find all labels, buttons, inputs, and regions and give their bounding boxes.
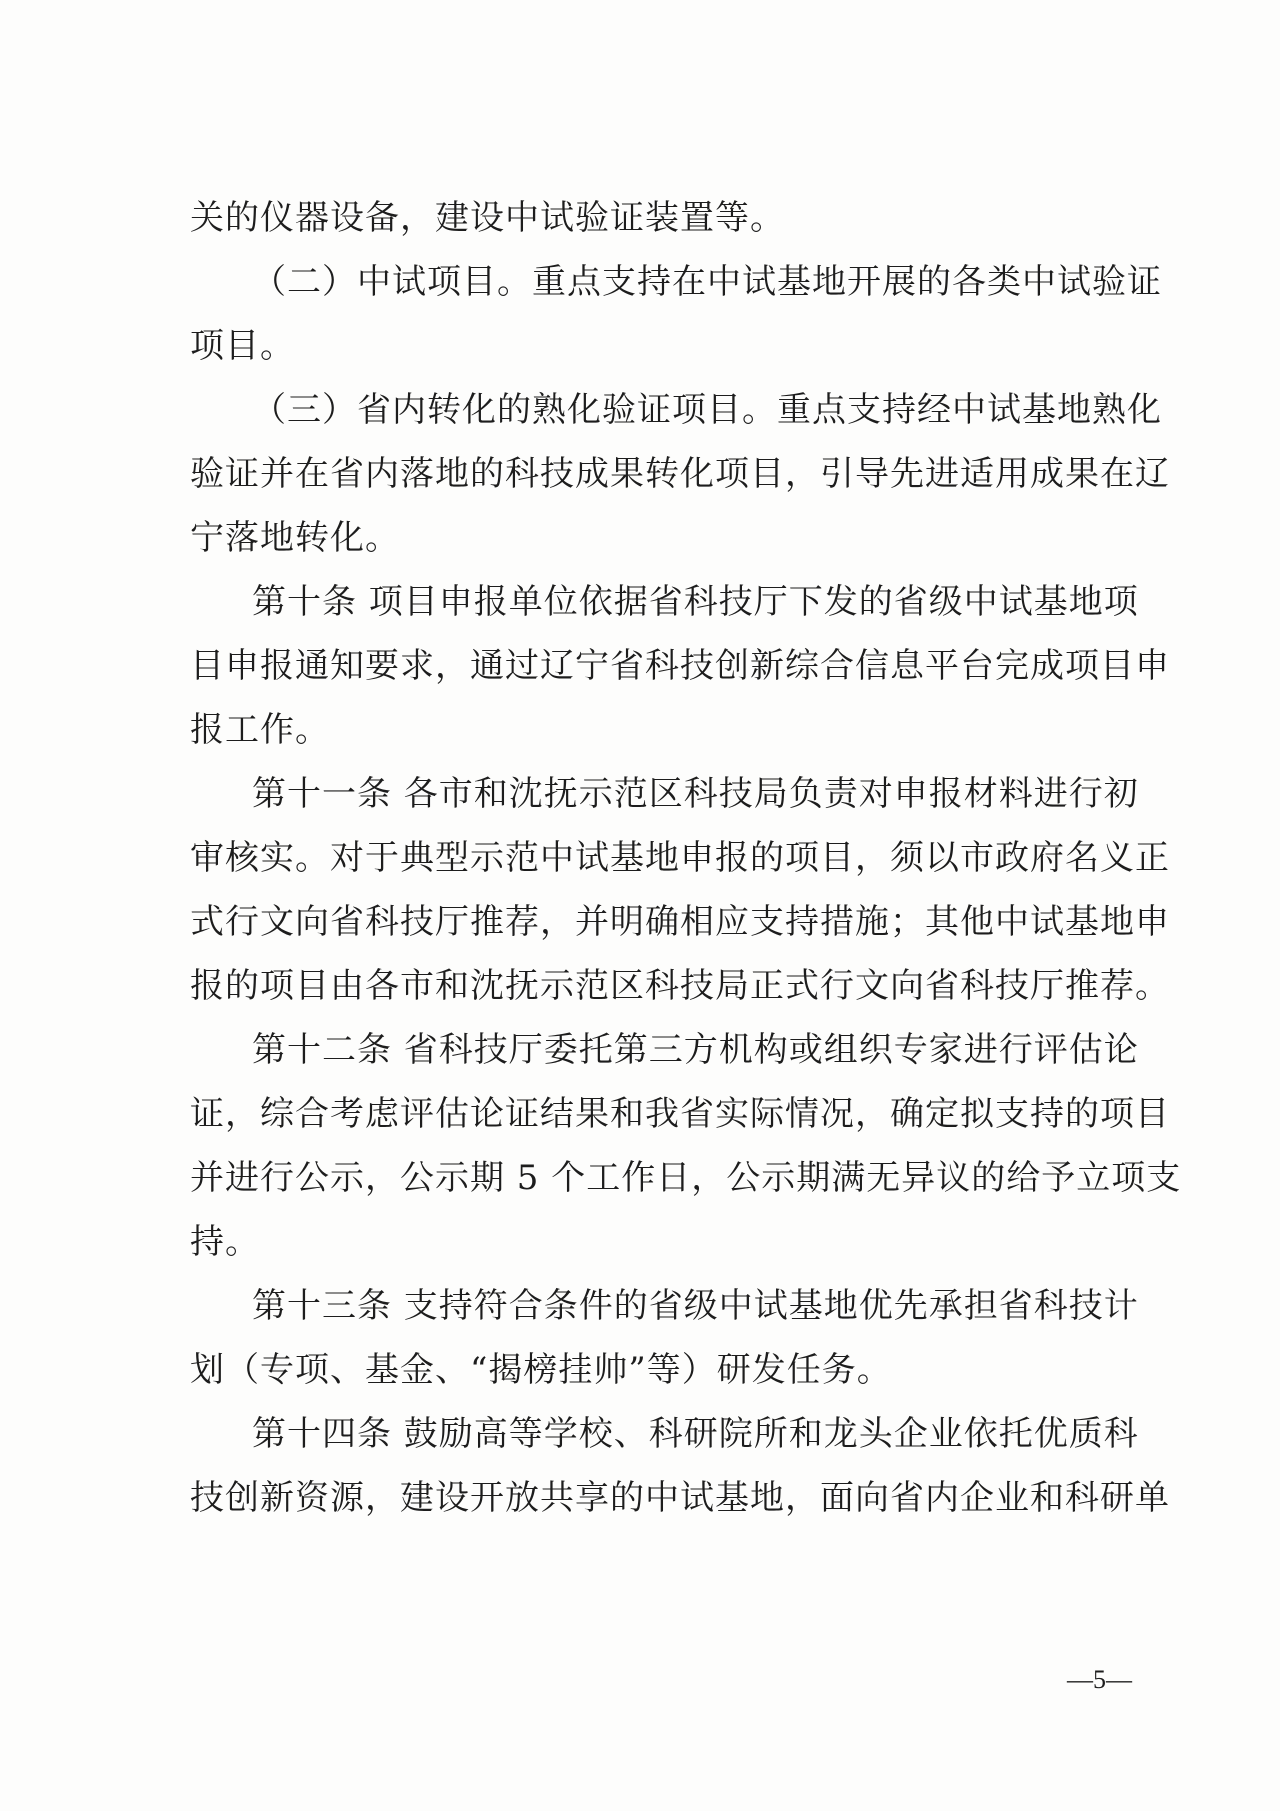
text-line: 关的仪器设备，建设中试验证装置等。 <box>190 198 785 238</box>
text-line: 审核实。对于典型示范中试基地申报的项目，须以市政府名义正 <box>190 838 1170 878</box>
text-line: 持。 <box>190 1222 260 1262</box>
text-line: 证，综合考虑评估论证结果和我省实际情况，确定拟支持的项目 <box>190 1094 1170 1134</box>
text-line: 第十二条 省科技厅委托第三方机构或组织专家进行评估论 <box>252 1030 1139 1070</box>
text-line: 第十三条 支持符合条件的省级中试基地优先承担省科技计 <box>252 1286 1139 1326</box>
text-line: 第十条 项目申报单位依据省科技厅下发的省级中试基地项 <box>252 582 1139 622</box>
text-line: 第十一条 各市和沈抚示范区科技局负责对申报材料进行初 <box>252 774 1139 814</box>
text-line: 验证并在省内落地的科技成果转化项目，引导先进适用成果在辽 <box>190 454 1170 494</box>
text-line: 报工作。 <box>190 710 330 750</box>
text-line: （三）省内转化的熟化验证项目。重点支持经中试基地熟化 <box>252 390 1162 430</box>
text-line: 项目。 <box>190 326 295 366</box>
text-line: 技创新资源，建设开放共享的中试基地，面向省内企业和科研单 <box>190 1478 1170 1518</box>
text-line: 第十四条 鼓励高等学校、科研院所和龙头企业依托优质科 <box>252 1414 1139 1454</box>
page-number: —5— <box>1067 1665 1132 1694</box>
text-line: 式行文向省科技厅推荐，并明确相应支持措施；其他中试基地申 <box>190 902 1170 942</box>
text-line: （二）中试项目。重点支持在中试基地开展的各类中试验证 <box>252 262 1162 302</box>
text-line: 划（专项、基金、“揭榜挂帅”等）研发任务。 <box>190 1350 892 1390</box>
text-line: 报的项目由各市和沈抚示范区科技局正式行文向省科技厅推荐。 <box>190 966 1170 1006</box>
text-line: 并进行公示，公示期 5 个工作日，公示期满无异议的给予立项支 <box>190 1158 1182 1198</box>
text-line: 目申报通知要求，通过辽宁省科技创新综合信息平台完成项目申 <box>190 646 1170 686</box>
text-line: 宁落地转化。 <box>190 518 400 558</box>
